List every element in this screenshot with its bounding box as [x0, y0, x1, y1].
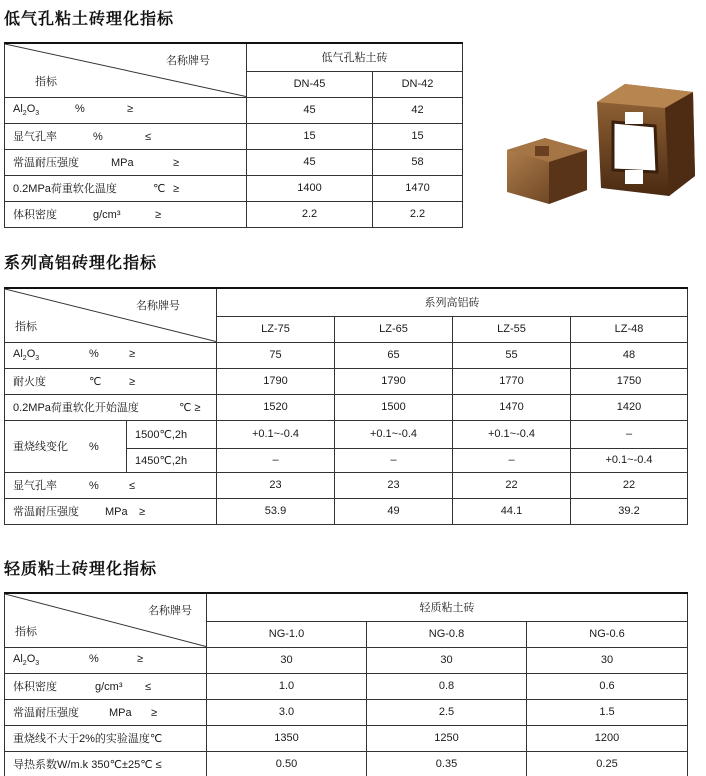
- corner-label-indicator: 指标: [15, 625, 37, 638]
- table-cell: –: [217, 448, 335, 472]
- table-cell: 1400: [247, 175, 373, 201]
- column-header: DN-42: [373, 71, 463, 97]
- column-header: NG-1.0: [207, 621, 367, 647]
- table-cell: 1.0: [207, 673, 367, 699]
- table-cell: 65: [335, 342, 453, 368]
- table-row: [5, 368, 688, 394]
- table-cell: –: [571, 420, 688, 448]
- table-cell: 1470: [453, 394, 571, 420]
- table-cell: +0.1~-0.4: [335, 420, 453, 448]
- table-cell: 1200: [527, 725, 688, 751]
- table-row: [5, 175, 463, 201]
- table-row: [5, 647, 688, 673]
- table-cell: 3.0: [207, 699, 367, 725]
- table-cell: +0.1~-0.4: [217, 420, 335, 448]
- table-cell: 23: [217, 472, 335, 498]
- group-header: 轻质粘土砖: [207, 593, 688, 621]
- table-cell: 44.1: [453, 498, 571, 524]
- table-row: [5, 472, 688, 498]
- row-label: 重烧线不大于2%的实验温度℃: [5, 725, 207, 751]
- column-header: DN-45: [247, 71, 373, 97]
- group-header: 系列高铝砖: [217, 288, 688, 316]
- table-cell: 45: [247, 149, 373, 175]
- table-cell: –: [453, 448, 571, 472]
- table-row: [5, 97, 463, 123]
- table-row: [5, 149, 463, 175]
- table-cell: 0.35: [367, 751, 527, 776]
- row-sub-label: 1500℃,2h: [127, 420, 217, 448]
- table-cell: 0.6: [527, 673, 688, 699]
- table-cell: 75: [217, 342, 335, 368]
- row-label: 显气孔率 % ≤: [5, 472, 217, 498]
- table-corner-header: [5, 43, 247, 97]
- table-cell: 1770: [453, 368, 571, 394]
- row-label: 常温耐压强度 MPa ≥: [5, 149, 247, 175]
- table-row: [5, 673, 688, 699]
- table-cell: 53.9: [217, 498, 335, 524]
- table-cell: 1250: [367, 725, 527, 751]
- table-cell: 22: [453, 472, 571, 498]
- row-label: 常温耐压强度 MPa ≥: [5, 699, 207, 725]
- section-title-low-porosity: 低气孔粘土砖理化指标: [4, 9, 175, 28]
- table-cell: +0.1~-0.4: [571, 448, 688, 472]
- table-cell: 42: [373, 97, 463, 123]
- row-label: 0.2MPa荷重软化开始温度 ℃ ≥: [5, 394, 217, 420]
- row-label: 体积密度 g/cm³ ≤: [5, 673, 207, 699]
- column-header: LZ-55: [453, 316, 571, 342]
- group-header: 低气孔粘土砖: [247, 43, 463, 71]
- table-cell: 23: [335, 472, 453, 498]
- table-row: [5, 420, 688, 448]
- table-row: [5, 725, 688, 751]
- table-cell: 22: [571, 472, 688, 498]
- row-label: $Al_2O_3$ % ≥: [5, 647, 207, 673]
- table-cell: 1.5: [527, 699, 688, 725]
- corner-label-indicator: 指标: [15, 320, 37, 333]
- corner-label-brand: 名称牌号: [136, 300, 180, 312]
- table-row: [5, 394, 688, 420]
- table-row: [5, 342, 688, 368]
- table-corner-header: [5, 288, 217, 342]
- table-cell: 30: [527, 647, 688, 673]
- table-cell: 0.25: [527, 751, 688, 776]
- table-cell: 1470: [373, 175, 463, 201]
- column-header: LZ-65: [335, 316, 453, 342]
- brick-product-photo: [505, 80, 701, 214]
- corner-label-indicator: 指标: [35, 75, 57, 88]
- row-sub-label: 1450℃,2h: [127, 448, 217, 472]
- table-cell: 45: [247, 97, 373, 123]
- row-label: 常温耐压强度 MPa ≥: [5, 498, 217, 524]
- table-cell: 0.8: [367, 673, 527, 699]
- table-corner-header: [5, 593, 207, 647]
- row-label: 重烧线变化 %: [5, 420, 127, 472]
- small-brick-icon: [507, 138, 587, 204]
- table-cell: 0.50: [207, 751, 367, 776]
- table-row: [5, 699, 688, 725]
- table-cell: 2.2: [247, 201, 373, 227]
- high-alumina-brick-table: [4, 287, 688, 525]
- table-cell: 2.5: [367, 699, 527, 725]
- row-label: $Al_2O_3$ % ≥: [5, 97, 247, 123]
- corner-label-brand: 名称牌号: [148, 605, 192, 617]
- section-title-lightweight-clay: 轻质粘土砖理化指标: [4, 559, 158, 578]
- table-cell: +0.1~-0.4: [453, 420, 571, 448]
- low-porosity-clay-brick-table: [4, 42, 463, 228]
- table-cell: 49: [335, 498, 453, 524]
- row-label: 耐火度 ℃ ≥: [5, 368, 217, 394]
- row-label: 显气孔率 % ≤: [5, 123, 247, 149]
- column-header: NG-0.6: [527, 621, 688, 647]
- table-cell: 2.2: [373, 201, 463, 227]
- row-label: 0.2MPa荷重软化温度 ℃ ≥: [5, 175, 247, 201]
- table-cell: –: [335, 448, 453, 472]
- table-cell: 1790: [217, 368, 335, 394]
- table-cell: 15: [247, 123, 373, 149]
- column-header: LZ-48: [571, 316, 688, 342]
- table-cell: 58: [373, 149, 463, 175]
- column-header: NG-0.8: [367, 621, 527, 647]
- table-cell: 39.2: [571, 498, 688, 524]
- row-label: 体积密度 g/cm³ ≥: [5, 201, 247, 227]
- table-row: [5, 498, 688, 524]
- table-cell: 1420: [571, 394, 688, 420]
- corner-label-brand: 名称牌号: [166, 55, 210, 67]
- table-cell: 30: [207, 647, 367, 673]
- section-title-high-alumina: 系列高铝砖理化指标: [4, 253, 158, 272]
- table-cell: 1790: [335, 368, 453, 394]
- hollow-brick-icon: [597, 84, 695, 196]
- table-cell: 30: [367, 647, 527, 673]
- lightweight-clay-brick-table: [4, 592, 688, 776]
- table-cell: 1500: [335, 394, 453, 420]
- column-header: LZ-75: [217, 316, 335, 342]
- table-cell: 48: [571, 342, 688, 368]
- table-row: [5, 201, 463, 227]
- table-cell: 1350: [207, 725, 367, 751]
- table-cell: 55: [453, 342, 571, 368]
- table-row: [5, 751, 688, 776]
- table-cell: 1750: [571, 368, 688, 394]
- row-label: 导热系数W/m.k 350℃±25℃ ≤: [5, 751, 207, 776]
- row-label: $Al_2O_3$ % ≥: [5, 342, 217, 368]
- table-cell: 1520: [217, 394, 335, 420]
- table-cell: 15: [373, 123, 463, 149]
- table-row: [5, 123, 463, 149]
